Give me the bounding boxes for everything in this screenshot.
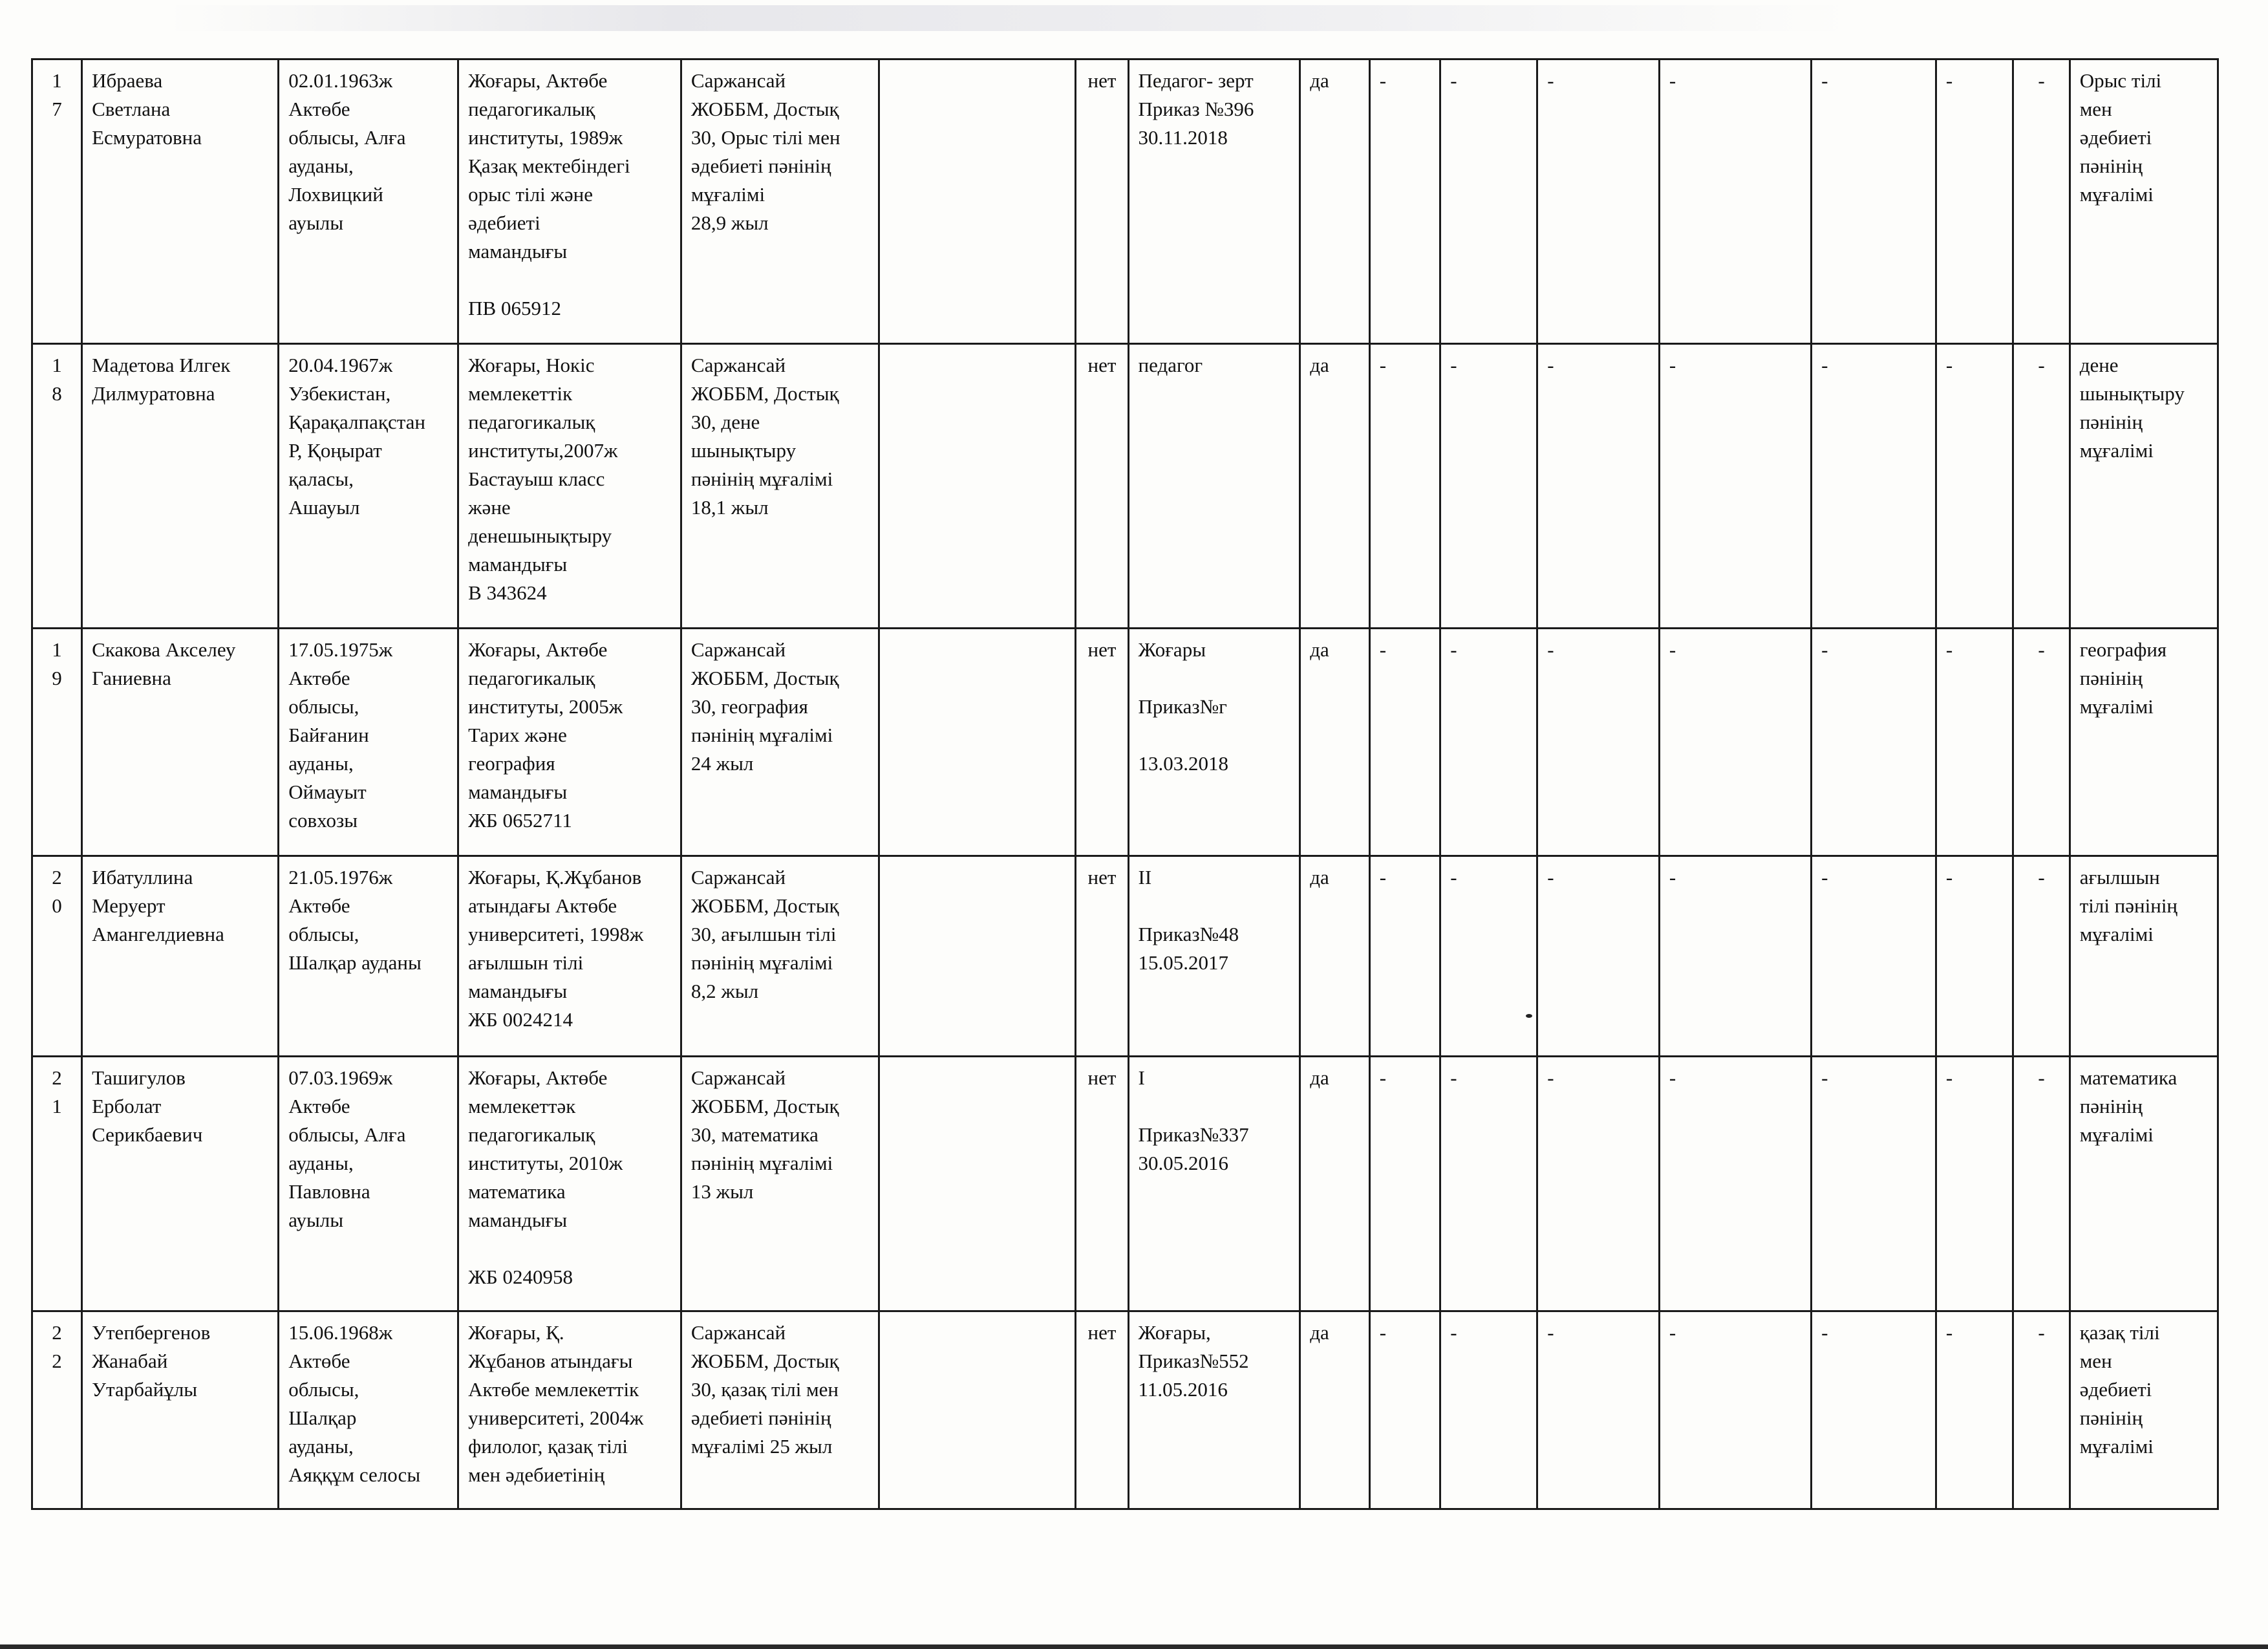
- category-info-line: Приказ№552: [1138, 1350, 1249, 1372]
- dash-cell: -: [1440, 59, 1537, 344]
- work-info-line: ЖОББМ, Достық: [690, 667, 839, 689]
- birth-info-line: Аяққұм селосы: [288, 1463, 421, 1486]
- full-name: [82, 1311, 279, 1509]
- dash-cell: -: [1440, 344, 1537, 629]
- position-info-line: мұғалімі: [2079, 439, 2154, 462]
- table-row: [32, 629, 2218, 856]
- row-number: [32, 344, 82, 629]
- category-info-line: Педагог- зерт: [1138, 69, 1254, 92]
- dash-cell: -: [1440, 1057, 1537, 1311]
- birth-info-line: Актөбе: [288, 894, 350, 917]
- full-name-line: Ерболат: [92, 1095, 162, 1117]
- dash-cell: -: [2013, 59, 2070, 344]
- birth-info-line: совхозы: [288, 809, 358, 832]
- work-info-line: ЖОББМ, Достық: [690, 382, 839, 405]
- position-info: [2070, 1057, 2218, 1311]
- education-info-line: Жоғары, Актөбе: [468, 638, 608, 661]
- scan-artifact-top: [168, 5, 1849, 31]
- full-name-line: Дилмуратовна: [92, 382, 215, 405]
- row-number: [32, 1311, 82, 1509]
- work-info: [681, 1057, 879, 1311]
- dash-cell: -: [1812, 856, 1936, 1057]
- dash-cell: -: [1369, 1311, 1440, 1509]
- dash-cell: -: [1812, 629, 1936, 856]
- dash-cell: -: [1369, 629, 1440, 856]
- position-info: [2070, 629, 2218, 856]
- education-info-line: Бастауыш класс: [468, 468, 605, 490]
- work-info-line: Саржансай: [690, 1321, 786, 1344]
- birth-info-line: Лохвицкий: [288, 183, 383, 206]
- birth-info-line: ауданы,: [288, 1152, 354, 1174]
- row-number: [32, 856, 82, 1057]
- dash-cell: -: [2013, 1311, 2070, 1509]
- education-info-line: институты,2007ж: [468, 439, 618, 462]
- full-name-line: Ибраева: [92, 69, 163, 92]
- row-number-digit: 2: [52, 866, 62, 889]
- dash-cell: -: [1369, 856, 1440, 1057]
- work-info-line: 30, Орыс тілі мен: [690, 126, 840, 149]
- work-info-line: пәнінің мұғалімі: [690, 1152, 833, 1174]
- category-info-line: Жоғары,: [1138, 1321, 1211, 1344]
- status-cell: нет: [1076, 344, 1128, 629]
- education-info-line: мамандығы: [468, 553, 568, 576]
- education-info: [458, 856, 681, 1057]
- full-name: [82, 59, 279, 344]
- dash-cell: -: [1936, 59, 2013, 344]
- full-name-line: Ибатуллина: [92, 866, 193, 889]
- work-info: [681, 629, 879, 856]
- education-info-line: және: [468, 496, 511, 519]
- empty-cell: [879, 629, 1076, 856]
- work-info-line: Саржансай: [690, 638, 786, 661]
- birth-info-line: Оймауыт: [288, 781, 367, 803]
- education-info-line: В 343624: [468, 581, 547, 604]
- education-info-line: филолог, қазақ тілі: [468, 1435, 628, 1458]
- dash-cell: -: [1812, 1057, 1936, 1311]
- birth-info-line: 20.04.1967ж: [288, 354, 393, 376]
- dash-cell: -: [1659, 1057, 1811, 1311]
- birth-info-line: 21.05.1976ж: [288, 866, 393, 889]
- table-row: [32, 1057, 2218, 1311]
- yes-cell: да: [1300, 344, 1369, 629]
- education-info-line: Қазақ мектебіндегі: [468, 155, 630, 177]
- full-name: [82, 856, 279, 1057]
- dash-cell: -: [1537, 344, 1660, 629]
- education-info-line: мемлекеттік: [468, 382, 573, 405]
- work-info-line: әдебиеті пәнінің: [690, 155, 831, 177]
- category-info-line: 11.05.2016: [1138, 1378, 1228, 1401]
- birth-info-line: Павловна: [288, 1180, 370, 1203]
- category-info-line: Приказ №396: [1138, 98, 1254, 120]
- birth-info-line: облысы, Алға: [288, 1123, 406, 1146]
- full-name-line: Утепбергенов: [92, 1321, 211, 1344]
- position-info-line: пәнінің: [2079, 1406, 2143, 1429]
- position-info-line: пәнінің: [2079, 1095, 2143, 1117]
- position-info-line: шынықтыру: [2079, 382, 2185, 405]
- full-name-line: Светлана: [92, 98, 171, 120]
- dash-cell: -: [1537, 1311, 1660, 1509]
- education-info-line: [468, 1234, 671, 1263]
- education-info-line: Актөбе мемлекеттік: [468, 1378, 639, 1401]
- table-row: [32, 344, 2218, 629]
- category-info-line: педагог: [1138, 354, 1203, 376]
- table-row: [32, 59, 2218, 344]
- dash-cell: -: [1812, 59, 1936, 344]
- work-info-line: пәнінің мұғалімі: [690, 724, 833, 746]
- birth-info-line: ауылы: [288, 211, 344, 234]
- yes-cell: да: [1300, 1311, 1369, 1509]
- category-info-line: Приказ№48: [1138, 923, 1239, 945]
- position-info-line: мұғалімі: [2079, 923, 2154, 945]
- position-info-line: Орыс тілі: [2079, 69, 2162, 92]
- category-info: [1128, 344, 1300, 629]
- work-info-line: Саржансай: [690, 354, 786, 376]
- category-info: [1128, 1311, 1300, 1509]
- work-info-line: пәнінің мұғалімі: [690, 468, 833, 490]
- birth-info-line: Актөбе: [288, 667, 350, 689]
- work-info: [681, 856, 879, 1057]
- education-info-line: мамандығы: [468, 980, 568, 1002]
- education-info-line: Жоғары, Қ.: [468, 1321, 564, 1344]
- birth-info-line: облысы,: [288, 695, 359, 718]
- row-number-digit: 7: [52, 98, 62, 120]
- education-info-line: педагогикалық: [468, 98, 595, 120]
- work-info-line: 8,2 жыл: [690, 980, 759, 1002]
- category-info-line: 13.03.2018: [1138, 752, 1229, 775]
- work-info-line: пәнінің мұғалімі: [690, 951, 833, 974]
- position-info-line: мұғалімі: [2079, 695, 2154, 718]
- status-cell: нет: [1076, 59, 1128, 344]
- birth-info-line: Актөбе: [288, 98, 350, 120]
- full-name: [82, 344, 279, 629]
- dash-cell: -: [2013, 856, 2070, 1057]
- birth-info-line: Байғанин: [288, 724, 369, 746]
- education-info-line: институты, 2010ж: [468, 1152, 623, 1174]
- category-info-line: 30.05.2016: [1138, 1152, 1229, 1174]
- education-info-line: Жоғары, Актөбе: [468, 69, 608, 92]
- category-info-line: [1139, 664, 1290, 693]
- full-name: [82, 1057, 279, 1311]
- category-info-line: [1139, 721, 1290, 749]
- category-info-line: Жоғары: [1138, 638, 1206, 661]
- work-info-line: 30, ағылшын тілі: [690, 923, 837, 945]
- work-info-line: ЖОББМ, Достық: [690, 98, 839, 120]
- birth-info-line: Шалқар ауданы: [288, 951, 422, 974]
- category-info-line: [1139, 892, 1290, 920]
- dash-cell: -: [1659, 344, 1811, 629]
- work-info: [681, 344, 879, 629]
- birth-info-line: Актөбе: [288, 1095, 350, 1117]
- work-info-line: 30, қазақ тілі мен: [690, 1378, 839, 1401]
- education-info-line: Жоғары, Актөбе: [468, 1066, 608, 1089]
- dash-cell: -: [1537, 59, 1660, 344]
- position-info: [2070, 1311, 2218, 1509]
- yes-cell: да: [1300, 856, 1369, 1057]
- row-number-digit: 9: [52, 667, 62, 689]
- work-info: [681, 59, 879, 344]
- education-info-line: математика: [468, 1180, 566, 1203]
- education-info-line: мен әдебиетінің: [468, 1463, 605, 1486]
- table-row: [32, 1311, 2218, 1509]
- full-name-line: Амангелдиевна: [92, 923, 224, 945]
- position-info-line: мұғалімі: [2079, 183, 2154, 206]
- birth-info-line: Қарақалпақстан: [288, 411, 425, 433]
- row-number-digit: 1: [52, 69, 62, 92]
- row-number-digit: 1: [52, 638, 62, 661]
- birth-info-line: Актөбе: [288, 1350, 350, 1372]
- position-info-line: пәнінің: [2079, 411, 2143, 433]
- work-info-line: шынықтыру: [690, 439, 797, 462]
- birth-info-line: қаласы,: [288, 468, 354, 490]
- staff-table: [31, 58, 2219, 1510]
- education-info-line: мамандығы: [468, 240, 568, 263]
- row-number-digit: 1: [52, 354, 62, 376]
- row-number-digit: 1: [52, 1095, 62, 1117]
- yes-cell: да: [1300, 1057, 1369, 1311]
- education-info-line: мамандығы: [468, 1209, 568, 1231]
- position-info-line: әдебиеті: [2079, 126, 2152, 149]
- birth-info-line: Ашауыл: [288, 496, 360, 519]
- education-info-line: ЖБ 0240958: [468, 1266, 573, 1288]
- scan-speck: [1526, 1014, 1532, 1018]
- position-info: [2070, 59, 2218, 344]
- full-name-line: Серикбаевич: [92, 1123, 203, 1146]
- empty-cell: [879, 1311, 1076, 1509]
- dash-cell: -: [1369, 1057, 1440, 1311]
- category-info-line: 30.11.2018: [1138, 126, 1228, 149]
- education-info-line: педагогикалық: [468, 411, 595, 433]
- work-info-line: 30, география: [690, 695, 808, 718]
- education-info: [458, 1311, 681, 1509]
- birth-info-line: 02.01.1963ж: [288, 69, 393, 92]
- education-info-line: мамандығы: [468, 781, 568, 803]
- dash-cell: -: [1369, 344, 1440, 629]
- position-info-line: география: [2079, 638, 2167, 661]
- position-info-line: әдебиеті: [2079, 1378, 2152, 1401]
- birth-info: [279, 1311, 458, 1509]
- full-name-line: Есмуратовна: [92, 126, 202, 149]
- dash-cell: -: [1659, 629, 1811, 856]
- dash-cell: -: [1936, 1311, 2013, 1509]
- education-info-line: университеті, 1998ж: [468, 923, 644, 945]
- education-info-line: әдебиеті: [468, 211, 540, 234]
- full-name-line: Скакова Акселеу: [92, 638, 236, 661]
- birth-info: [279, 344, 458, 629]
- status-cell: нет: [1076, 1311, 1128, 1509]
- position-info: [2070, 344, 2218, 629]
- education-info: [458, 1057, 681, 1311]
- position-info-line: математика: [2079, 1066, 2177, 1089]
- birth-info-line: Шалқар: [288, 1406, 357, 1429]
- category-info: [1128, 1057, 1300, 1311]
- work-info-line: 24 жыл: [690, 752, 754, 775]
- full-name-line: Утарбайұлы: [92, 1378, 198, 1401]
- full-name-line: Ташигулов: [92, 1066, 186, 1089]
- category-info: [1128, 59, 1300, 344]
- row-number-digit: 2: [52, 1350, 62, 1372]
- row-number: [32, 629, 82, 856]
- position-info-line: мен: [2079, 98, 2112, 120]
- birth-info-line: ауданы,: [288, 1435, 354, 1458]
- row-number: [32, 1057, 82, 1311]
- education-info-line: Жоғары, Қ.Жұбанов: [468, 866, 642, 889]
- empty-cell: [879, 59, 1076, 344]
- work-info-line: мұғалімі 25 жыл: [690, 1435, 833, 1458]
- dash-cell: -: [1659, 59, 1811, 344]
- category-info-line: II: [1138, 866, 1152, 889]
- status-cell: нет: [1076, 629, 1128, 856]
- education-info-line: педагогикалық: [468, 1123, 595, 1146]
- position-info-line: тілі пәнінің: [2079, 894, 2178, 917]
- row-number-digit: 2: [52, 1066, 62, 1089]
- category-info-line: Приказ№г: [1138, 695, 1227, 718]
- dash-cell: -: [1812, 1311, 1936, 1509]
- empty-cell: [879, 856, 1076, 1057]
- empty-cell: [879, 1057, 1076, 1311]
- position-info-line: мұғалімі: [2079, 1435, 2154, 1458]
- birth-info: [279, 856, 458, 1057]
- position-info-line: қазақ тілі: [2079, 1321, 2160, 1344]
- category-info: [1128, 856, 1300, 1057]
- position-info-line: ағылшын: [2079, 866, 2160, 889]
- education-info: [458, 344, 681, 629]
- dash-cell: -: [1537, 856, 1660, 1057]
- yes-cell: да: [1300, 629, 1369, 856]
- dash-cell: -: [1812, 344, 1936, 629]
- work-info-line: мұғалімі: [690, 183, 765, 206]
- education-info-line: [468, 266, 671, 294]
- category-info-line: 15.05.2017: [1138, 951, 1229, 974]
- work-info-line: 30, математика: [690, 1123, 818, 1146]
- education-info-line: география: [468, 752, 555, 775]
- position-info-line: пәнінің: [2079, 667, 2143, 689]
- work-info-line: 28,9 жыл: [690, 211, 769, 234]
- status-cell: нет: [1076, 1057, 1128, 1311]
- dash-cell: -: [2013, 344, 2070, 629]
- row-number-digit: 2: [52, 1321, 62, 1344]
- birth-info-line: облысы, Алға: [288, 126, 406, 149]
- full-name-line: Ганиевна: [92, 667, 171, 689]
- education-info-line: орыс тілі және: [468, 183, 593, 206]
- education-info-line: Жұбанов атындағы: [468, 1350, 633, 1372]
- dash-cell: -: [1659, 856, 1811, 1057]
- dash-cell: -: [1440, 629, 1537, 856]
- dash-cell: -: [1659, 1311, 1811, 1509]
- birth-info: [279, 59, 458, 344]
- education-info-line: денешынықтыру: [468, 524, 612, 547]
- row-number-digit: 0: [52, 894, 62, 917]
- category-info: [1128, 629, 1300, 856]
- dash-cell: -: [1936, 856, 2013, 1057]
- education-info-line: ПВ 065912: [468, 297, 561, 319]
- work-info-line: 30, дене: [690, 411, 760, 433]
- education-info-line: мемлекеттәк: [468, 1095, 576, 1117]
- position-info: [2070, 856, 2218, 1057]
- work-info: [681, 1311, 879, 1509]
- dash-cell: -: [1936, 344, 2013, 629]
- work-info-line: Саржансай: [690, 69, 786, 92]
- work-info-line: 18,1 жыл: [690, 496, 769, 519]
- birth-info: [279, 629, 458, 856]
- education-info-line: ЖБ 0652711: [468, 809, 572, 832]
- category-info-line: Приказ№337: [1138, 1123, 1249, 1146]
- full-name: [82, 629, 279, 856]
- dash-cell: -: [1537, 629, 1660, 856]
- full-name-line: Мадетова Илгек: [92, 354, 231, 376]
- education-info-line: Жоғары, Нокіс: [468, 354, 595, 376]
- dash-cell: -: [2013, 1057, 2070, 1311]
- education-info: [458, 59, 681, 344]
- row-number-digit: 8: [52, 382, 62, 405]
- birth-info-line: Узбекистан,: [288, 382, 391, 405]
- birth-info-line: Р, Қоңырат: [288, 439, 382, 462]
- full-name-line: Меруерт: [92, 894, 166, 917]
- education-info-line: институты, 2005ж: [468, 695, 623, 718]
- dash-cell: -: [1936, 1057, 2013, 1311]
- full-name-line: Жанабай: [92, 1350, 168, 1372]
- birth-info-line: облысы,: [288, 1378, 359, 1401]
- education-info-line: университеті, 2004ж: [468, 1406, 644, 1429]
- education-info-line: Тарих және: [468, 724, 567, 746]
- scan-artifact-bottom: [0, 1644, 2268, 1649]
- position-info-line: пәнінің: [2079, 155, 2143, 177]
- empty-cell: [879, 344, 1076, 629]
- education-info: [458, 629, 681, 856]
- work-info-line: 13 жыл: [690, 1180, 754, 1203]
- education-info-line: институты, 1989ж: [468, 126, 623, 149]
- work-info-line: Саржансай: [690, 866, 786, 889]
- birth-info-line: ауданы,: [288, 752, 354, 775]
- work-info-line: әдебиеті пәнінің: [690, 1406, 831, 1429]
- position-info-line: дене: [2079, 354, 2119, 376]
- table-row: [32, 856, 2218, 1057]
- position-info-line: мұғалімі: [2079, 1123, 2154, 1146]
- birth-info-line: 07.03.1969ж: [288, 1066, 393, 1089]
- education-info-line: атындағы Актөбе: [468, 894, 617, 917]
- birth-info-line: облысы,: [288, 923, 359, 945]
- education-info-line: ағылшын тілі: [468, 951, 584, 974]
- position-info-line: мен: [2079, 1350, 2112, 1372]
- yes-cell: да: [1300, 59, 1369, 344]
- dash-cell: -: [1936, 629, 2013, 856]
- dash-cell: -: [1440, 1311, 1537, 1509]
- row-number: [32, 59, 82, 344]
- birth-info: [279, 1057, 458, 1311]
- birth-info-line: 17.05.1975ж: [288, 638, 393, 661]
- dash-cell: -: [1537, 1057, 1660, 1311]
- dash-cell: -: [1369, 59, 1440, 344]
- birth-info-line: ауылы: [288, 1209, 344, 1231]
- work-info-line: ЖОББМ, Достық: [690, 894, 839, 917]
- education-info-line: ЖБ 0024214: [468, 1008, 573, 1031]
- category-info-line: [1139, 1092, 1290, 1121]
- dash-cell: -: [1440, 856, 1537, 1057]
- work-info-line: Саржансай: [690, 1066, 786, 1089]
- birth-info-line: 15.06.1968ж: [288, 1321, 393, 1344]
- dash-cell: -: [2013, 629, 2070, 856]
- category-info-line: I: [1138, 1066, 1145, 1089]
- work-info-line: ЖОББМ, Достық: [690, 1095, 839, 1117]
- status-cell: нет: [1076, 856, 1128, 1057]
- birth-info-line: ауданы,: [288, 155, 354, 177]
- education-info-line: педагогикалық: [468, 667, 595, 689]
- work-info-line: ЖОББМ, Достық: [690, 1350, 839, 1372]
